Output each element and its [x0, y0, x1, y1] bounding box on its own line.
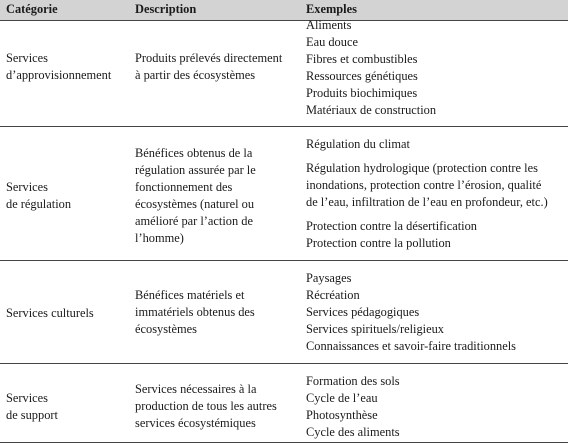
- row-regulation-examples: [306, 136, 564, 252]
- list-item: Services pédagogiques: [306, 305, 420, 319]
- list-item: Photosynthèse: [306, 408, 378, 422]
- header-category: Catégorie: [6, 2, 58, 16]
- list-item: inondations, protection contre l’érosion, qualité: [306, 178, 542, 192]
- list-item: Protection contre la pollution: [306, 236, 451, 250]
- list-item: Ressources génétiques: [306, 69, 418, 83]
- row-rule: [0, 260, 568, 261]
- list-item: Matériaux de construction: [306, 103, 437, 117]
- row-support-description: Services nécessaires à la production de tous les autres services écosystémiques: [135, 382, 277, 430]
- row-regulation-category: Services de régulation: [6, 180, 72, 211]
- list-item: Eau douce: [306, 35, 358, 49]
- row-rule: [0, 363, 568, 364]
- list-item: Aliments: [306, 18, 352, 32]
- list-item: Produits biochimiques: [306, 86, 418, 100]
- list-item: Cycle de l’eau: [306, 391, 378, 405]
- row-rule: [0, 126, 568, 127]
- row-cultural-description: Bénéfices matériels et immatériels obtenus des écosystèmes: [135, 288, 255, 336]
- row-regulation-description: Bénéfices obtenus de la régulation assurée par le fonctionnement des écosystèmes (naturel ou amélioré par l’action de l’homme): [135, 146, 256, 245]
- row-cultural-category: Services culturels: [6, 306, 94, 320]
- row-provisioning-description: Produits prélevés directement à partir des écosystèmes: [135, 51, 283, 82]
- list-item: de l’eau, infiltration de l’eau en profondeur, etc.): [306, 195, 548, 209]
- list-item: Cycle des aliments: [306, 425, 400, 439]
- list-item: Protection contre la désertification: [306, 219, 477, 233]
- row-support-examples: [306, 373, 564, 441]
- header-description: Description: [135, 2, 197, 16]
- list-item: Formation des sols: [306, 374, 400, 388]
- row-provisioning-examples: [306, 17, 564, 119]
- list-item: Récréation: [306, 288, 360, 302]
- row-provisioning-category: Services d’approvisionnement: [6, 51, 112, 82]
- row-cultural-examples: [306, 270, 564, 355]
- list-item: Paysages: [306, 271, 352, 285]
- list-item: Régulation hydrologique (protection contre les: [306, 161, 538, 175]
- list-item: Services spirituels/religieux: [306, 322, 444, 336]
- list-item: Régulation du climat: [306, 137, 410, 151]
- header-examples: Exemples: [306, 2, 357, 16]
- row-support-category: Services de support: [6, 391, 58, 422]
- list-item: Fibres et combustibles: [306, 52, 418, 66]
- list-item: Connaissances et savoir-faire traditionnels: [306, 339, 516, 353]
